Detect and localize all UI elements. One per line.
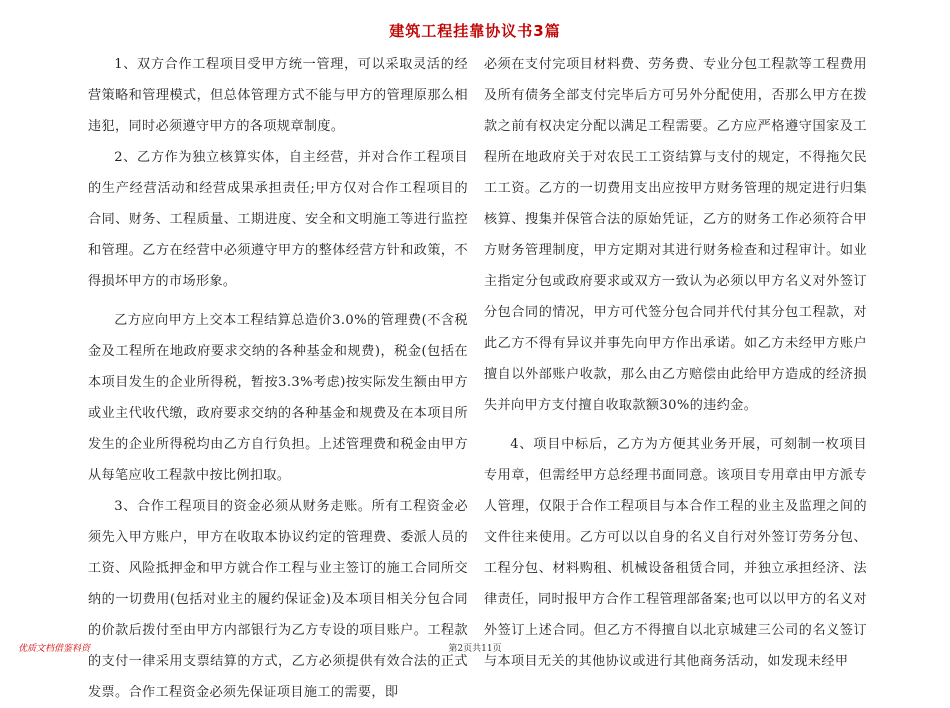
footer-watermark-label: 优质文档借鉴料资 bbox=[18, 644, 91, 654]
paragraph-management-fee: 乙方应向甲方上交本工程结算总造价3.0%的管理费(不含税金及工程所在地政府要求交纳的各种基金和规费)，税金(包括在本项目发生的企业所得税，暂按3.3%考虑)按实际发生额由甲方或业主代收代缴，政府要求交纳的各种基金和规费及在本项目所发生的企业所得税均由乙方自行负担。上述管理费和税金由甲方从每笔应收工程款中按比例扣取。 bbox=[88, 313, 468, 483]
paragraph-3: 3、合作工程项目的资金必须从财务走账。所有工程资金必须先入甲方账户，甲方在收取本协议约定的管理费、委派人员的工资、风险抵押金和甲方就合作工程与业主签订的施工合同所交纳的一切费用(包括对业主的履约保证金)及本项目相关分包合同的价款后拨付至由甲方内部银行为乙方专设的项目账户。工程款的支付一律采用支票结算的方式，乙方必须提供有效合法的正式发票。合作工程资金必须先保证项目施工的需要，即 bbox=[88, 499, 468, 700]
left-column bbox=[88, 49, 468, 708]
paragraph-1: 1、双方合作工程项目受甲方统一管理，可以采取灵活的经营策略和管理模式，但总体管理方式不能与甲方的管理原那么相违犯，同时必须遵守甲方的各项规章制度。 bbox=[88, 57, 468, 134]
page-number: 第2页共11页 bbox=[448, 644, 502, 654]
paragraph-4: 4、项目中标后，乙方为方便其业务开展，可刻制一枚项目专用章，但需经甲方总经理书面同意。该项目专用章由甲方派专人管理，仅限于合作工程项目与本合作工程的业主及监理之间的文件往来使用。乙方可以以自身的名义自行对外签订劳务分包、工程分包、材料购租、机械设备租赁合同，并独立承担经济、法律责任，同时报甲方合作工程管理部备案;也可以以甲方的名义对外签订上述合同。但乙方不得擅自以北京城建三公司的名义签订与本项目无关的其他协议或进行其他商务活动，如发现未经甲 bbox=[484, 437, 867, 669]
paragraph-3-continuation: 必须在支付完项目材料费、劳务费、专业分包工程款等工程费用及所有债务全部支付完毕后方可另外分配使用，否那么甲方在拨款之前有权决定分配以满足工程需要。乙方应严格遵守国家及工程所在地政府关于对农民工工资结算与支付的规定，不得拖欠民工工资。乙方的一切费用支出应按甲方财务管理的规定进行归集核算、搜集并保管合法的原始凭证，乙方的财务工作必须符合甲方财务管理制度，甲方定期对其进行财务检查和过程审计。如业主指定分包或政府要求或双方一致认为必须以甲方名义对外签订分包合同的情况，甲方可代签分包合同并代付其分包工程款，对此乙方不得有异议并事先向甲方作出承诺。如乙方未经甲方账户擅自以外部账户收款，那么由乙方赔偿由此给甲方造成的经济损失并向甲方支付擅自收取款额30%的违约金。 bbox=[484, 57, 867, 413]
right-column bbox=[484, 49, 867, 677]
paragraph-2: 2、乙方作为独立核算实体，自主经营，并对合作工程项目的生产经营活动和经营成果承担责任;甲方仅对合作工程项目的合同、财务、工程质量、工期进度、安全和文明施工等进行监控和管理。乙方在经营中必须遵守甲方的整体经营方针和政策，不得损坏甲方的市场形象。 bbox=[88, 150, 468, 289]
document-title: 建筑工程挂靠协议书3篇 bbox=[389, 22, 561, 40]
